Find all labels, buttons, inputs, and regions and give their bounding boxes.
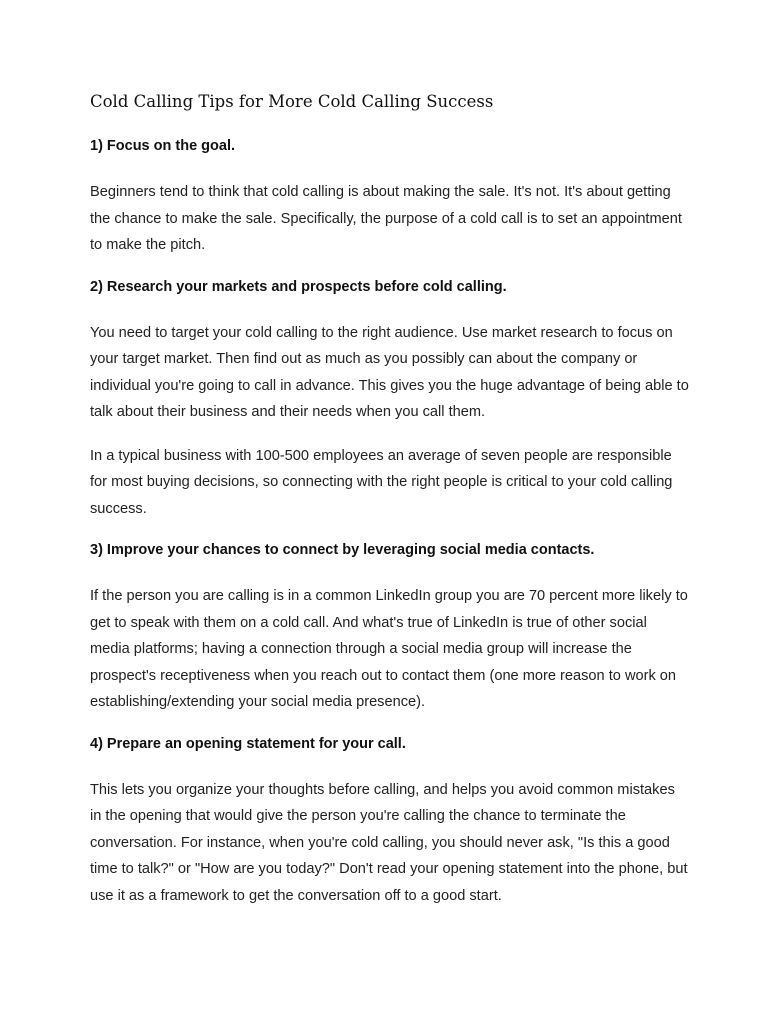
section-heading-3: 3) Improve your chances to connect by leveraging social media contacts.: [90, 542, 595, 558]
paragraph-2: You need to target your cold calling to the right audience. Use market research to focus on your target market. Then find out as much as you possibly can about the company or individual you're going to call in advance. This gives you the huge advantage of being able to talk about their business and their needs when you call them.: [90, 324, 689, 420]
paragraph-3: In a typical business with 100-500 employees an average of seven people are responsible for most buying decisions, so connecting with the right people is critical to your cold calling success.: [90, 447, 673, 517]
paragraph-1: Beginners tend to think that cold calling is about making the sale. It's not. It's about getting the chance to make the sale. Specifically, the purpose of a cold call is to set an appointment to make the pitch.: [90, 184, 682, 253]
document-page: [90, 90, 690, 926]
paragraph-4: If the person you are calling is in a common LinkedIn group you are 70 percent more likely to get to speak with them on a cold call. And what's true of LinkedIn is true of other social media platforms; having a connection through a social media group will increase the prospect's receptiveness when you reach out to contact them (one more reason to work on establishing/extending your social media presence).: [90, 588, 688, 710]
paragraph-5: This lets you organize your thoughts before calling, and helps you avoid common mistakes in the opening that would give the person you're calling the chance to terminate the conversation. For instance, when you're cold calling, you should never ask, "Is this a good time to talk?" or "How are you today?" Don't read your opening statement into the phone, but use it as a framework to get the conversation off to a good start.: [90, 781, 688, 904]
section-heading-1: 1) Focus on the goal.: [90, 138, 236, 154]
page-title: Cold Calling Tips for More Cold Calling Success: [90, 92, 494, 111]
section-heading-2: 2) Research your markets and prospects before cold calling.: [90, 278, 507, 295]
section-heading-4: 4) Prepare an opening statement for your call.: [90, 735, 406, 752]
